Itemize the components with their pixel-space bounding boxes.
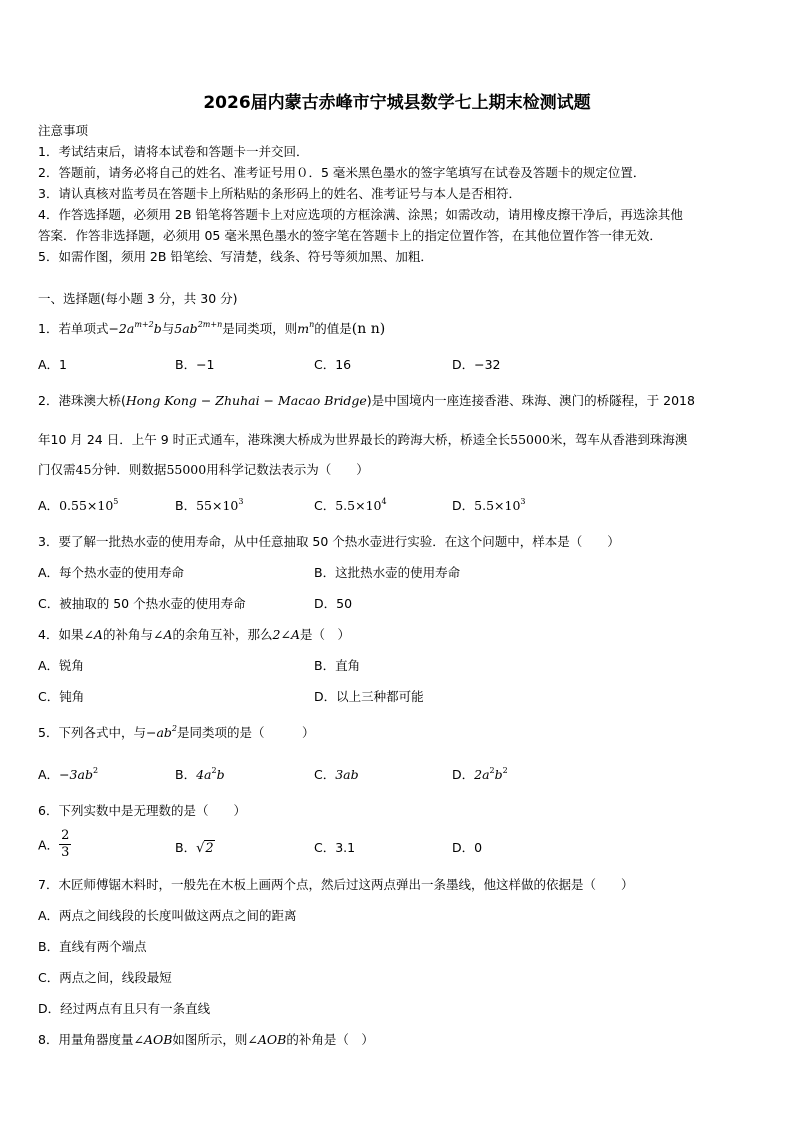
q7-option-c: C．两点之间，线段最短 — [38, 970, 172, 985]
q2-option-b: B．$55\times 10^3$ — [175, 497, 244, 513]
q2-option-a: A．$0.55\times 10^5$ — [38, 497, 119, 513]
question-8: 8．用量角器度量∠AOB如图所示，则∠AOB的补角是（ ） — [38, 1032, 374, 1047]
q1-blank: (n n) — [351, 321, 386, 337]
question-7: 7．木匠师傅锯木料时，一般先在木板上画两个点，然后过这两点弹出一条墨线，他这样做的依据是（ ） — [38, 877, 634, 892]
exam-title: 2026届内蒙古赤峰市宁城县数学七上期末检测试题 — [203, 93, 591, 113]
q2-bridge-name: Hong Kong − Zhuhai − Macao Bridge — [125, 393, 367, 408]
q4-option-a: A．锐角 — [38, 658, 85, 673]
q6-sqrt: √2 — [196, 841, 214, 856]
note-item-1: 1．考试结束后，请将本试卷和答题卡一并交回． — [38, 144, 309, 159]
q7-option-a: A．两点之间线段的长度叫做这两点之间的距离 — [38, 908, 297, 923]
q2-option-c: C．$5.5\times 10^4$ — [314, 497, 387, 513]
q2-option-d: D．$5.5\times 10^3$ — [452, 497, 526, 513]
q7-option-b: B．直线有两个端点 — [38, 939, 147, 954]
question-2-line-1: 2．港珠澳大桥(Hong Kong − Zhuhai − Macao Bridge)是中国境内一座连接香港、珠海、澳门的桥隧程，于 2018 — [38, 393, 695, 408]
question-1 — [38, 319, 385, 337]
q1-term-1: $-2a^{m+2}b$ — [108, 320, 162, 336]
question-6: 6．下列实数中是无理数的是（ ） — [38, 803, 246, 818]
question-2-line-3: 门仅需45分钟．则数据55000用科学记数法表示为（ ） — [38, 462, 369, 477]
q1-text-d: 的值是 — [314, 321, 352, 336]
q6-fraction: $\frac{2}{3}$ — [61, 828, 70, 860]
note-item-5: 5．如需作图，须用 2B 铅笔绘、写清楚，线条、符号等须加黑、加粗． — [38, 249, 433, 264]
q3-option-d: D．50 — [314, 596, 353, 611]
q1-term-2: $5ab^{2m+n}$ — [174, 320, 223, 336]
q1-option-d: D．−32 — [452, 357, 501, 372]
q1-option-c: C．16 — [314, 357, 352, 372]
q6-option-c: C．3.1 — [314, 840, 356, 855]
q3-option-b: B．这批热水壶的使用寿命 — [314, 565, 461, 580]
section-heading: 一、选择题(每小题 3 分，共 30 分) — [38, 291, 238, 306]
q3-option-a: A．每个热水壶的使用寿命 — [38, 565, 185, 580]
question-5: 5．下列各式中，与$-ab^2$是同类项的是（ ） — [38, 724, 315, 740]
q1-option-b: B．−1 — [175, 357, 215, 372]
note-item-4-cont: 答案．作答非选择题，必须用 05 毫米黑色墨水的签字笔在答题卡上的指定位置作答，在其他位置作答一律无效． — [38, 228, 662, 243]
q1-text-c: 是同类项，则 — [222, 321, 298, 336]
q6-option-b: B．√2 — [175, 840, 214, 856]
q1-text-a: 1．若单项式 — [38, 321, 109, 336]
note-item-2: 2．答题前，请务必将自己的姓名、准考证号用０．5 毫米黑色墨水的签字笔填写在试卷及答题卡的规定位置． — [38, 165, 646, 180]
note-item-3: 3．请认真核对监考员在答题卡上所粘贴的条形码上的姓名、准考证号与本人是否相符． — [38, 186, 521, 201]
q4-option-b: B．直角 — [314, 658, 361, 673]
question-3: 3．要了解一批热水壶的使用寿命，从中任意抽取 50 个热水壶进行实验．在这个问题中，样本是（ ） — [38, 534, 620, 549]
q1-option-a: A．1 — [38, 357, 68, 372]
notes-heading: 注意事项 — [38, 123, 89, 138]
q1-text-b: 与 — [161, 321, 175, 336]
q6-option-a: A． $\frac{2}{3}$ — [38, 828, 70, 860]
note-item-4: 4．作答选择题，必须用 2B 铅笔将答题卡上对应选项的方框涂满、涂黑；如需改动，请用橡皮擦干净后，再选涂其他 — [38, 207, 683, 222]
question-2-line-2: 年10 月 24 日．上午 9 时正式通车，港珠澳大桥成为世界最长的跨海大桥，桥逵全长55000米，驾车从香港到珠海澳 — [38, 432, 688, 447]
q3-option-c: C．被抽取的 50 个热水壶的使用寿命 — [38, 596, 246, 611]
q7-option-d: D．经过两点有且只有一条直线 — [38, 1001, 211, 1016]
q5-option-a: A．$-3ab^2$ — [38, 766, 99, 782]
q5-option-b: B．$4a^2b$ — [175, 766, 225, 782]
q1-power: $m^n$ — [297, 320, 315, 336]
q5-option-d: D．$2a^2b^2$ — [452, 766, 508, 782]
q4-option-d: D．以上三种都可能 — [314, 689, 424, 704]
q4-option-c: C．钝角 — [38, 689, 85, 704]
question-4: 4．如果∠A的补角与∠A的余角互补，那么2∠A是（ ） — [38, 627, 350, 642]
q5-option-c: C．3ab — [314, 767, 359, 782]
q6-option-d: D．0 — [452, 840, 483, 855]
